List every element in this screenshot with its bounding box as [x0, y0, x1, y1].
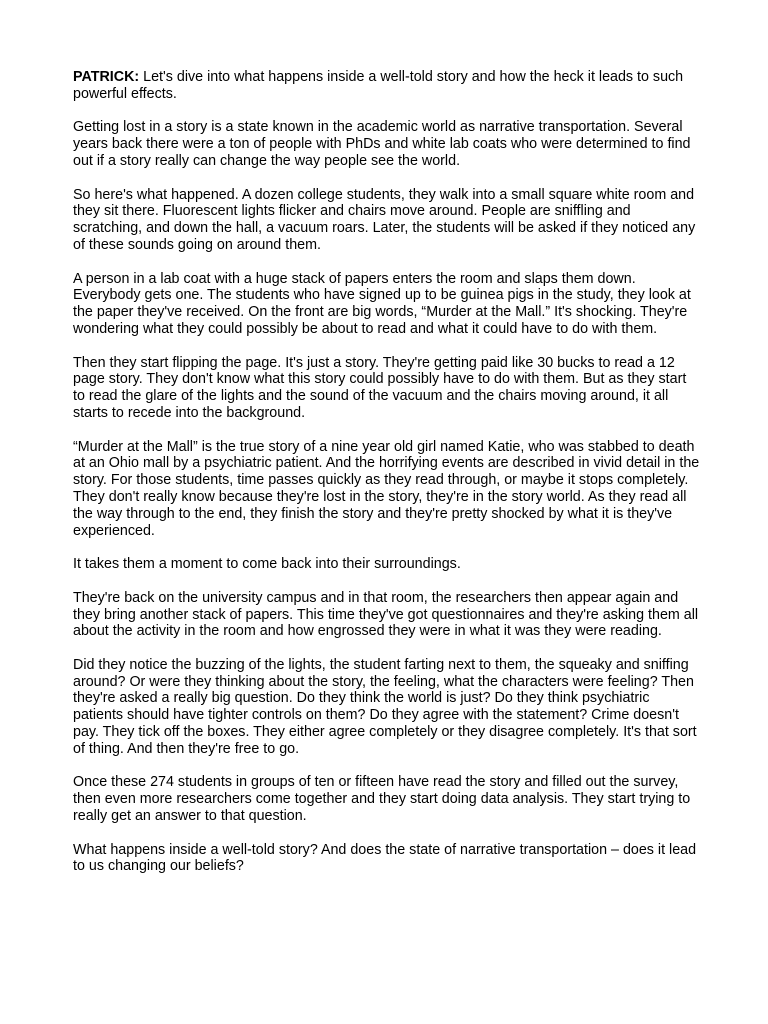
paragraph-11: What happens inside a well-told story? And does the state of narrative transportation – does it lead to us changing our beliefs?: [73, 841, 697, 875]
paragraph-1-text: Let's dive into what happens inside a well-told story and how the heck it leads to such powerful effects.: [73, 69, 684, 102]
paragraph-8: They're back on the university campus and in that room, the researchers then appear again and they bring another stack of papers. This time they've got questionnaires and they're asking them all about the activity in the room and how engrossed they were in what it was they were reading.: [73, 589, 699, 640]
paragraph-6: “Murder at the Mall” is the true story of a nine year old girl named Katie, who was stabbed to death at an Ohio mall by a psychiatric patient. And the horrifying events are described in vivid detail in the story. For those students, time passes quickly as they read through, or maybe it stops completely. They don't really know because they're lost in the story, they're in the story world. As they read all the way through to the end, they finish the story and they're pretty shocked by what it is they've experienced.: [73, 438, 700, 539]
paragraph-7: It takes them a moment to come back into their surroundings.: [73, 556, 461, 573]
paragraph-2: Getting lost in a story is a state known in the academic world as narrative transportation. Several years back there were a ton of people with PhDs and white lab coats who were determined to find out if a story really can change the way people see the world.: [73, 119, 691, 169]
document-body: [73, 69, 701, 892]
paragraph-9: Did they notice the buzzing of the lights, the student farting next to them, the squeaky and sniffing around? Or were they thinking about the story, the feeling, what the characters were feeling? Then they're asked a really big question. Do they think the world is just? Do they think psychiatric patients should have tighter controls on them? Do they agree with the statement? Crime doesn't pay. They tick off the boxes. They either agree completely or they disagree completely. It's that sort of thing. And then they're free to go.: [73, 656, 697, 757]
paragraph-1: [73, 69, 701, 103]
paragraph-4: A person in a lab coat with a huge stack of papers enters the room and slaps them down. Everybody gets one. The students who have signed up to be guinea pigs in the study, they look at the paper they've received. On the front are big words, “Murder at the Mall.” It's shocking. They're wondering what they could possibly be about to read and what it could have to do with them.: [73, 270, 691, 337]
paragraph-10: Once these 274 students in groups of ten or fifteen have read the story and filled out the survey, then even more researchers come together and they start doing data analysis. They start trying to really get an answer to that question.: [73, 774, 691, 825]
paragraph-5: Then they start flipping the page. It's just a story. They're getting paid like 30 bucks to read a 12 page story. They don't know what this story could possibly have to do with them. But as they start to read the glare of the lights and the sound of the vacuum and the chairs moving around, it all starts to recede into the background.: [73, 354, 687, 421]
speaker-label: PATRICK:: [73, 69, 140, 85]
paragraph-3: So here's what happened. A dozen college students, they walk into a small square white room and they sit there. Fluorescent lights flicker and chairs move around. People are sniffling and scratching, and down the hall, a vacuum roars. Later, the students will be asked if they noticed any of these sounds going on around them.: [73, 186, 696, 253]
